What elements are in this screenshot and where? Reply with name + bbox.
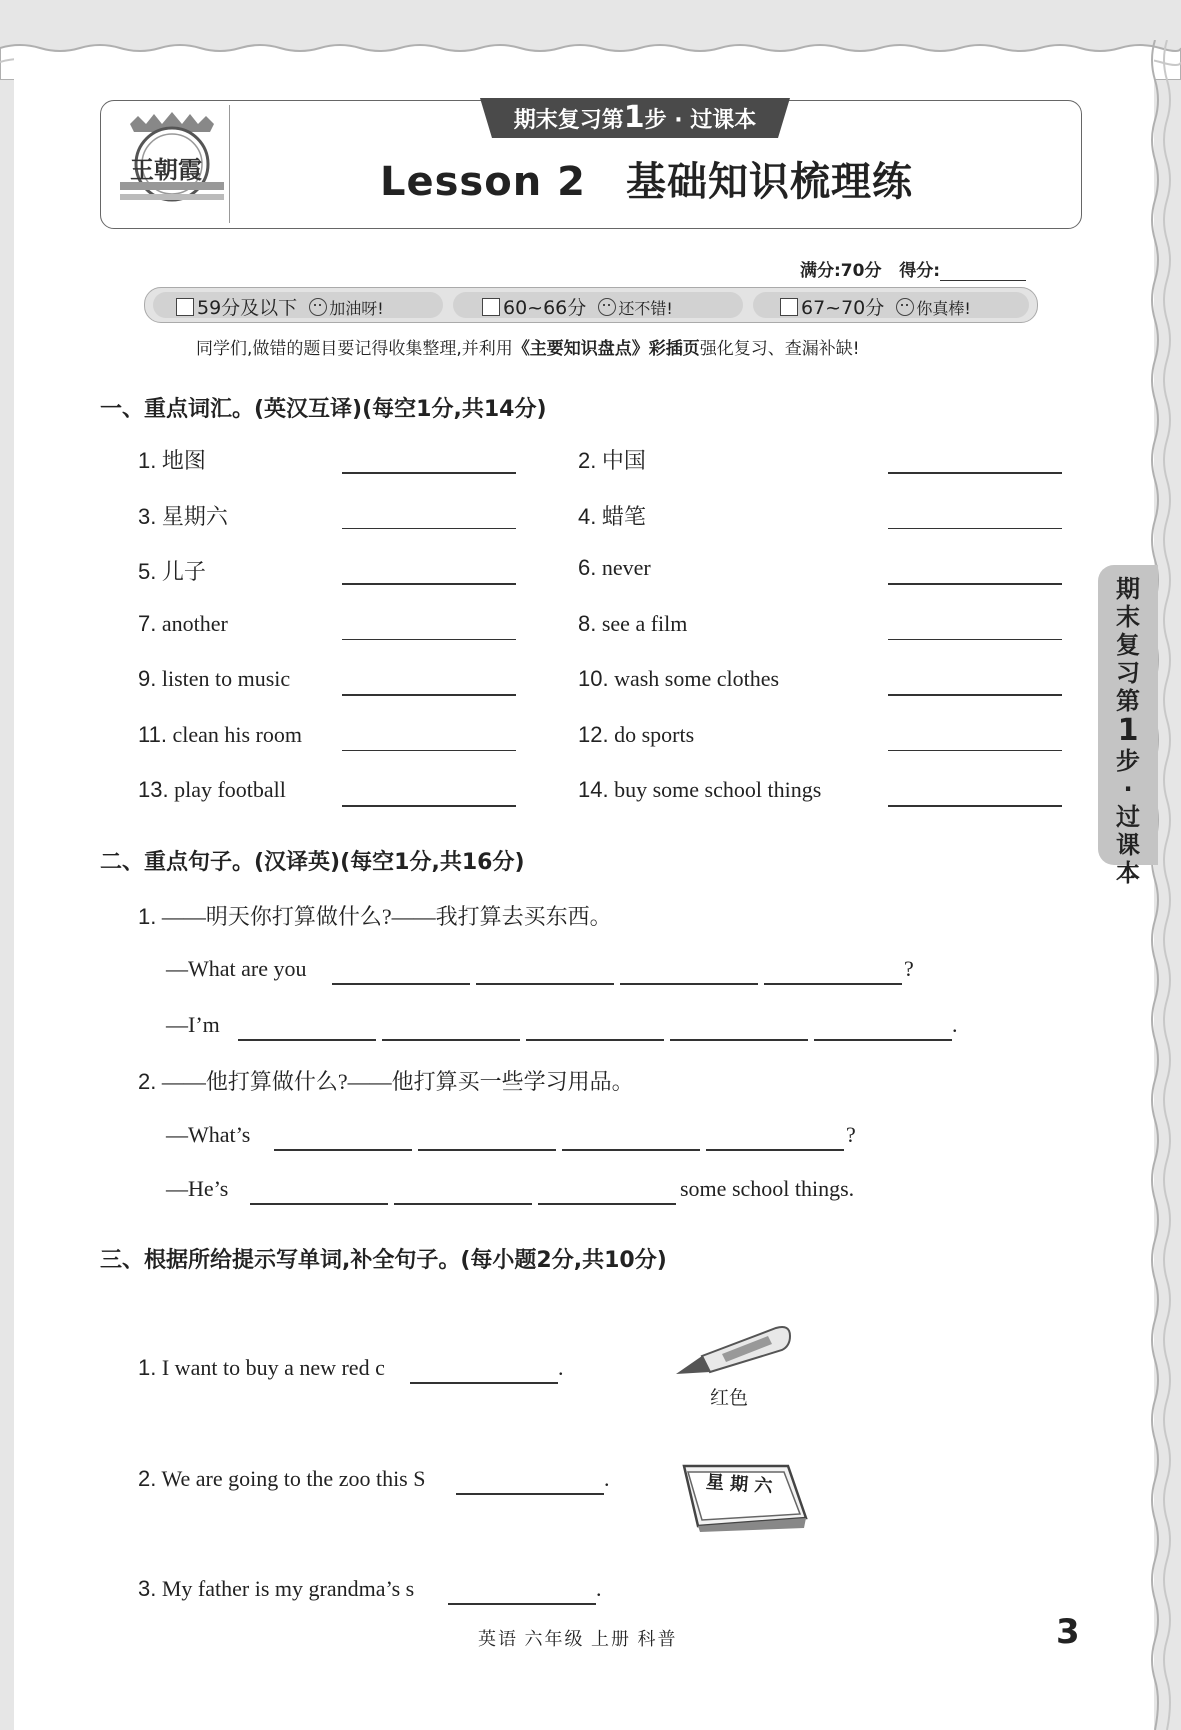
- vocab-item: [138, 722, 302, 748]
- lesson-label: Lesson 2: [380, 159, 586, 205]
- logo-divider: [229, 105, 230, 223]
- banner-suffix: 步 · 过课本: [644, 108, 757, 133]
- checkbox-icon[interactable]: [176, 298, 194, 316]
- answer-blank[interactable]: [764, 983, 902, 985]
- score-label: 得分:: [899, 261, 941, 281]
- instruction-note: [196, 334, 860, 359]
- banner-label: [480, 100, 790, 136]
- vocab-term: 蜡笔: [601, 503, 646, 529]
- answer-blank[interactable]: [342, 750, 516, 752]
- answer-line-1b-label: —I’m: [166, 1012, 220, 1037]
- answer-blank[interactable]: [888, 583, 1062, 585]
- footer-info: 英语 六年级 上册 科普: [478, 1629, 678, 1649]
- vocab-term: 星期六: [161, 503, 228, 529]
- rating-item-mid: [482, 293, 673, 320]
- answer-tail-text: some school things.: [680, 1176, 855, 1201]
- vocab-number: 8.: [578, 610, 597, 636]
- vocab-item: [138, 444, 206, 475]
- answer-blank[interactable]: [814, 1039, 952, 1041]
- page-number: 3: [1056, 1612, 1080, 1652]
- rating-range: 60~66分: [503, 297, 587, 319]
- vocab-term: listen to music: [161, 666, 291, 691]
- question-number: 2.: [138, 1069, 157, 1094]
- vocab-number: 11.: [138, 721, 167, 747]
- question-number: 2.: [138, 1466, 157, 1491]
- rating-item-high: [780, 293, 971, 320]
- face-icon: [896, 298, 914, 316]
- vocab-term: another: [161, 610, 228, 636]
- answer-line-1a-label: —What are you: [166, 956, 307, 981]
- answer-blank[interactable]: [670, 1039, 808, 1041]
- logo-text: 王朝霞: [130, 155, 202, 184]
- rating-item-low: [176, 293, 384, 320]
- answer-blank[interactable]: [888, 639, 1062, 641]
- question-text: I want to buy a new red c: [161, 1355, 385, 1380]
- full-score: 满分:70分: [800, 261, 882, 281]
- vocab-item: [578, 777, 821, 803]
- vocab-item: [138, 500, 228, 531]
- note-bold: 《主要知识盘点》彩插页: [512, 339, 700, 359]
- answer-blank[interactable]: [342, 583, 516, 585]
- question-number: 1.: [138, 1355, 157, 1380]
- vocab-item: [578, 500, 646, 531]
- answer-blank[interactable]: [342, 805, 516, 807]
- vocab-item: [578, 555, 651, 581]
- vocab-number: 4.: [578, 503, 597, 529]
- vocab-number: 9.: [138, 666, 157, 691]
- answer-blank[interactable]: [456, 1493, 604, 1495]
- checkbox-icon[interactable]: [780, 298, 798, 316]
- vocab-item: [138, 666, 290, 692]
- vocab-number: 6.: [578, 555, 597, 580]
- answer-blank[interactable]: [888, 805, 1062, 807]
- answer-blank[interactable]: [562, 1149, 700, 1151]
- question-end-mark: .: [558, 1355, 564, 1380]
- face-icon: [598, 298, 616, 316]
- question-end-mark: .: [604, 1466, 610, 1491]
- answer-blank[interactable]: [888, 528, 1062, 530]
- rating-comment: 还不错!: [618, 299, 673, 318]
- side-tab-number: 1: [1117, 713, 1139, 748]
- answer-blank[interactable]: [888, 694, 1062, 696]
- vocab-item: [138, 611, 228, 637]
- question-number: 3.: [138, 1576, 157, 1601]
- answer-blank[interactable]: [888, 750, 1062, 752]
- fill-question-3: [138, 1576, 414, 1602]
- answer-end-mark: ?: [846, 1122, 856, 1147]
- side-tab-text-end: 步·过课本: [1116, 747, 1140, 887]
- vocab-term: see a film: [601, 610, 688, 636]
- vocab-number: 10.: [578, 666, 609, 691]
- banner-number: 1: [623, 100, 645, 135]
- answer-blank[interactable]: [274, 1149, 412, 1151]
- score-blank[interactable]: [940, 262, 1026, 281]
- vocab-number: 12.: [578, 721, 609, 747]
- answer-blank[interactable]: [888, 472, 1062, 474]
- note-text: 同学们,做错的题目要记得收集整理,并利用: [196, 339, 513, 359]
- vocab-term: wash some clothes: [614, 666, 780, 691]
- vocab-item: [578, 666, 779, 692]
- answer-blank[interactable]: [476, 983, 614, 985]
- page-title: [380, 150, 913, 207]
- question-chinese: ——明天你打算做什么?——我打算去买东西。: [161, 904, 612, 929]
- vocab-number: 7.: [138, 610, 157, 636]
- vocab-item: [578, 611, 687, 637]
- banner-prefix: 期末复习第: [513, 108, 624, 133]
- answer-line-2a-label: —What’s: [166, 1122, 251, 1147]
- rating-comment: 加油呀!: [329, 299, 384, 318]
- question-end-mark: .: [596, 1576, 602, 1601]
- answer-end-mark: .: [952, 1012, 958, 1037]
- vocab-number: 2.: [578, 448, 597, 473]
- checkbox-icon[interactable]: [482, 298, 500, 316]
- score-line: [800, 256, 1026, 281]
- answer-blank[interactable]: [410, 1382, 558, 1384]
- vocab-term: 儿子: [161, 559, 206, 584]
- fill-question-2: [138, 1466, 425, 1492]
- rating-range: 59分及以下: [197, 297, 298, 319]
- vocab-number: 13.: [138, 777, 169, 802]
- vocab-item: [138, 777, 286, 803]
- section-1-heading: 一、重点词汇。(英汉互译)(每空1分,共14分): [100, 397, 547, 422]
- vocab-term: 中国: [601, 448, 646, 473]
- question-text: We are going to the zoo this S: [161, 1466, 426, 1491]
- vocab-term: do sports: [614, 721, 695, 747]
- vocab-term: play football: [174, 777, 286, 802]
- answer-blank[interactable]: [382, 1039, 520, 1041]
- vocab-number: 3.: [138, 503, 157, 529]
- answer-blank[interactable]: [706, 1149, 844, 1151]
- vocab-term: clean his room: [172, 721, 302, 747]
- crayon-icon: [672, 1322, 794, 1384]
- answer-blank[interactable]: [342, 639, 516, 641]
- lesson-subtitle: 基础知识梳理练: [625, 159, 913, 205]
- answer-blank[interactable]: [342, 528, 516, 530]
- answer-end-mark: ?: [904, 956, 914, 981]
- answer-line-2b-label: —He’s: [166, 1176, 229, 1201]
- question-chinese: ——他打算做什么?——他打算买一些学习用品。: [161, 1069, 634, 1094]
- vocab-item: [578, 722, 694, 748]
- answer-blank[interactable]: [394, 1203, 532, 1205]
- face-icon: [309, 298, 327, 316]
- vocab-number: 1.: [138, 448, 157, 473]
- vocab-number: 14.: [578, 777, 609, 802]
- sentence-question-2: [138, 1065, 634, 1096]
- answer-blank[interactable]: [250, 1203, 388, 1205]
- note-text-end: 强化复习、查漏补缺!: [699, 339, 860, 359]
- question-number: 1.: [138, 904, 157, 929]
- side-tab-label: [1108, 575, 1148, 887]
- answer-blank[interactable]: [238, 1039, 376, 1041]
- vocab-term: never: [601, 555, 651, 580]
- vocab-item: [138, 555, 206, 586]
- sentence-question-1: [138, 900, 612, 931]
- answer-blank[interactable]: [448, 1603, 596, 1605]
- answer-blank[interactable]: [538, 1203, 676, 1205]
- vocab-number: 5.: [138, 559, 157, 584]
- vocab-item: [578, 444, 646, 475]
- vocab-term: 地图: [161, 448, 206, 473]
- answer-blank[interactable]: [620, 983, 758, 985]
- fill-question-1: [138, 1355, 385, 1381]
- answer-blank[interactable]: [342, 472, 516, 474]
- answer-blank[interactable]: [418, 1149, 556, 1151]
- side-tab-text: 期末复习第: [1116, 575, 1140, 715]
- calendar-text: 星 期 六: [705, 1471, 774, 1498]
- section-3-heading: 三、根据所给提示写单词,补全句子。(每小题2分,共10分): [100, 1248, 667, 1273]
- rating-comment: 你真棒!: [916, 299, 971, 318]
- rating-range: 67~70分: [801, 297, 885, 319]
- answer-blank[interactable]: [342, 694, 516, 696]
- answer-blank[interactable]: [526, 1039, 664, 1041]
- answer-blank[interactable]: [332, 983, 470, 985]
- section-2-heading: 二、重点句子。(汉译英)(每空1分,共16分): [100, 850, 525, 875]
- vocab-term: buy some school things: [614, 777, 822, 802]
- crayon-caption: 红色: [710, 1388, 749, 1409]
- question-text: My father is my grandma’s s: [161, 1576, 415, 1601]
